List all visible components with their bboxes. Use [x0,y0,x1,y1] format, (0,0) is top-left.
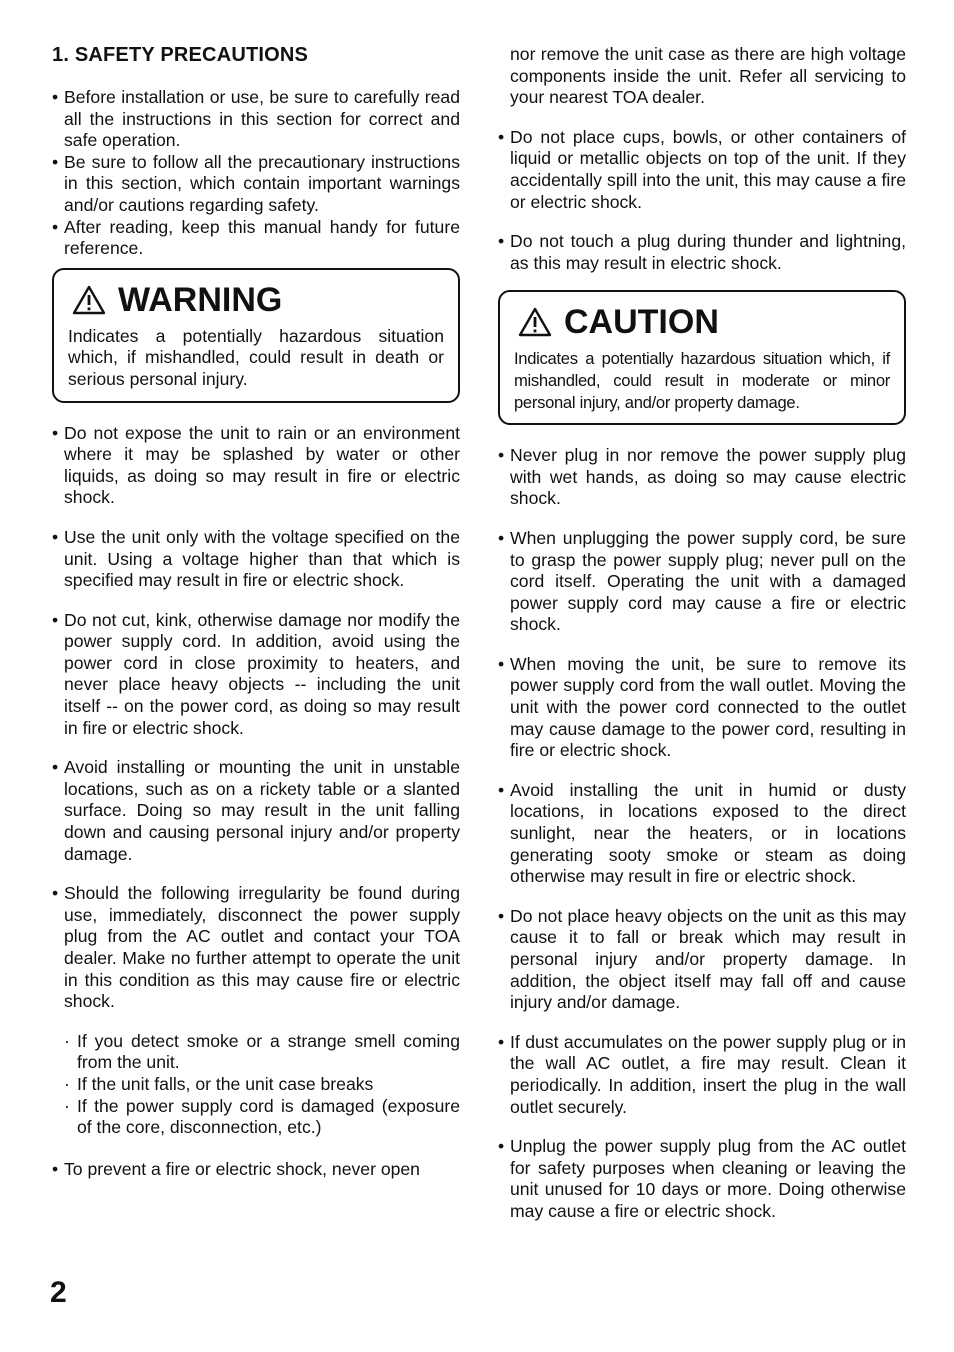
warning-item: • Use the unit only with the voltage specified on the unit. Using a voltage higher than that which is specified may result in fire or electric shock. [52,526,460,591]
bullet: • [52,151,59,172]
section-title: 1. SAFETY PRECAUTIONS [52,44,309,66]
warning-item: • Should the following irregularity be found during use, immediately, disconnect the power supply plug from the AC outlet and contact your TOA dealer. Make no further attempt to operate the unit in this condition as this may cause fire or electric shock. [52,883,460,1012]
warning-item: • Do not expose the unit to rain or an environment where it may be splashed by water or other liquids, as doing so may result in fire or electric shock. [52,422,460,508]
bullet: • [498,231,505,252]
warning-item-continued: nor remove the unit case as there are high voltage components inside the unit. Refer all servicing to your nearest TOA dealer. [510,44,906,108]
bullet: • [52,1158,59,1179]
intro-list [52,87,460,260]
caution-description: Indicates a potentially hazardous situation which, if mishandled, could result in moderate or minor personal injury, and/or property damage. [514,349,890,412]
irregularity-list [52,1031,460,1139]
caution-item: • Do not place heavy objects on the unit as this may cause it to fall or break which may result in personal injury and/or property damage. In addition, the object itself may fall off and cause injury and/or damage. [498,905,906,1013]
caution-heading [514,302,890,342]
warning-title: WARNING [118,280,283,319]
warning-item: • Do not place cups, bowls, or other containers of liquid or metallic objects on top of the unit. If they accidentally spill into the unit, this may cause a fire or electric shock. [498,126,906,212]
bullet: • [498,527,505,548]
caution-item: • Unplug the power supply plug from the AC outlet for safety purposes when cleaning or leaving the unit unused for 10 days or more. Doing otherwise may cause a fire or electric shock. [498,1136,906,1221]
warning-triangle-icon [518,307,552,337]
bullet: • [52,422,59,443]
sub-mark: · [64,1095,70,1116]
caution-item: • When unplugging the power supply cord, be sure to grasp the power supply plug; never pull on the cord itself. Operating the unit with a damaged power supply cord may cause a fire or electric shock. [498,527,906,635]
intro-item: • After reading, keep this manual handy for future reference. [52,216,460,259]
warning-heading [68,280,444,320]
warning-triangle-icon [72,285,106,315]
bullet: • [52,87,59,107]
intro-item: • Before installation or use, be sure to carefully read all the instructions in this section for correct and safe operation. [52,87,460,151]
irregularity-item: · If the unit falls, or the unit case breaks [64,1073,374,1094]
irregularity-item: · If the power supply cord is damaged (exposure of the core, disconnection, etc.) [64,1095,460,1138]
intro-item: • Be sure to follow all the precautionary instructions in this section, which contain important warnings and/or cautions regarding safety. [52,151,460,215]
caution-title: CAUTION [564,303,719,342]
page-number: 2 [50,1276,67,1309]
bullet: • [52,609,59,630]
bullet: • [52,216,59,237]
caution-item: • Never plug in nor remove the power supply plug with wet hands, as doing so may cause electric shock. [498,445,906,509]
caution-item: • If dust accumulates on the power supply plug or in the wall AC outlet, a fire may result. Clean it periodically. In addition, insert the plug in the wall outlet securely. [498,1031,906,1117]
bullet: • [498,653,505,674]
caution-item: • When moving the unit, be sure to remove its power supply cord from the wall outlet. Moving the unit with the power cord connected to the outlet may cause damage to the power cord, resulting in fire or electric shock. [498,653,906,761]
warning-item: • Do not cut, kink, otherwise damage nor modify the power supply cord. In addition, avoid using the power cord in close proximity to heaters, and never place heavy objects -- including the unit itself -- on the power cord, as doing so may result in fire or electric shock. [52,609,460,738]
bullet: • [498,1136,505,1157]
left-column [52,44,460,1180]
bullet: • [498,905,505,926]
warning-item: • Avoid installing or mounting the unit in unstable locations, such as on a rickety table or a slanted surface. Doing so may result in the unit falling down and causing personal injury and/or property damage. [52,757,460,864]
sub-mark: · [64,1030,70,1051]
bullet: • [52,757,59,778]
warning-item: • Do not touch a plug during thunder and lightning, as this may result in electric shock. [498,231,906,273]
sub-mark: · [64,1073,70,1094]
irregularity-item: · If you detect smoke or a strange smell coming from the unit. [64,1030,460,1073]
bullet: • [498,445,505,466]
right-column [498,44,906,1223]
bullet: • [52,883,59,904]
warning-box [52,268,460,403]
warning-item: • To prevent a fire or electric shock, never open [52,1158,420,1179]
warning-description: Indicates a potentially hazardous situation which, if mishandled, could result in death or serious personal injury. [68,325,444,389]
caution-item: • Avoid installing the unit in humid or dusty locations, in locations exposed to the direct sunlight, near the heaters, or in locations generating sooty smoke or steam as doing otherwise may result in fire or electric shock. [498,779,906,887]
bullet: • [52,526,59,547]
caution-box [498,290,906,425]
bullet: • [498,1031,505,1052]
bullet: • [498,779,505,800]
bullet: • [498,126,505,147]
